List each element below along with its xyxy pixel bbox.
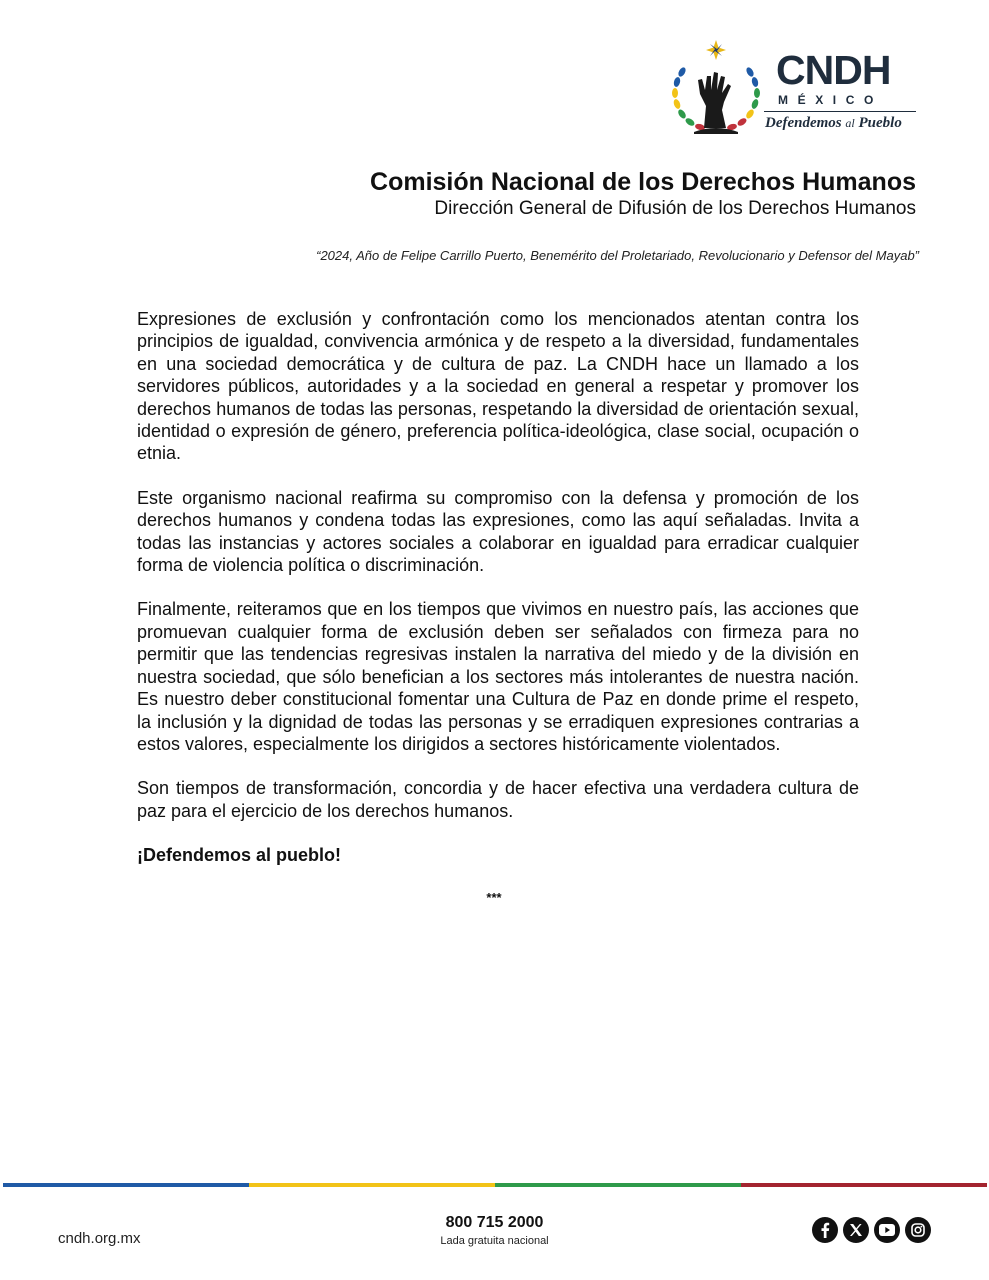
body-paragraph: Este organismo nacional reafirma su compromiso con la defensa y promoción de los derechos humanos y condena todas las expresiones, como las aquí señaladas. Invita a todas las instancias y actores sociales a colaborar en igualdad para erradicar cualquier forma de violencia política o discriminación. <box>137 487 859 576</box>
institution-title: Comisión Nacional de los Derechos Humanos <box>370 168 916 196</box>
end-separator: *** <box>486 889 502 905</box>
website-link[interactable]: cndh.org.mx <box>58 1230 141 1247</box>
youtube-icon[interactable] <box>874 1217 900 1243</box>
footer-bar-segment <box>495 1183 741 1187</box>
body-paragraph: Finalmente, reiteramos que en los tiempos que vivimos en nuestro país, las acciones que promuevan cualquier forma de exclusión deben ser señalados con firmeza para no permitir que las tendencias regresivas instalen la narrativa del miedo y de la división en nuestra sociedad, que sólo benefician a los sectores más intolerantes de nuestra nación. Es nuestro deber constitucional fomentar una Cultura de Paz en donde prime el respeto, la inclusión y la dignidad de todas las personas y se erradiquen expresiones contrarias a estos valores, especialmente los dirigidos a sectores históricamente violentados. <box>137 599 859 754</box>
body-paragraph: Son tiempos de transformación, concordia y de hacer efectiva una verdadera cultura de paz para el ejercicio de los derechos humanos. <box>137 778 859 821</box>
logo-divider <box>764 111 916 112</box>
department-subtitle: Dirección General de Difusión de los Derechos Humanos <box>434 198 916 219</box>
instagram-icon[interactable] <box>905 1217 931 1243</box>
footer-bar-segment <box>741 1183 987 1187</box>
logo-motto-part: al <box>845 116 855 130</box>
logo-motto-part: Pueblo <box>854 115 902 131</box>
closing-slogan: ¡Defendemos al pueblo! <box>137 845 342 866</box>
footer-color-bar <box>3 1183 987 1187</box>
footer-bar-segment <box>3 1183 249 1187</box>
year-motto: “2024, Año de Felipe Carrillo Puerto, Benemérito del Proletariado, Revolucionario y Defensor del Mayab” <box>316 248 919 263</box>
facebook-icon[interactable] <box>812 1217 838 1243</box>
cndh-emblem-icon <box>664 36 764 136</box>
press-release-body <box>137 308 859 909</box>
logo-country: MÉXICO <box>778 93 883 107</box>
x-icon[interactable] <box>843 1217 869 1243</box>
footer-bar-segment <box>249 1183 495 1187</box>
body-paragraph: Expresiones de exclusión y confrontación como los mencionados atentan contra los principios de igualdad, convivencia armónica y de respeto a la diversidad, fundamentales en una sociedad democrática y de cultura de paz. La CNDH hace un llamado a los servidores públicos, autoridades y a la sociedad en general a respetar y promover los derechos humanos de todas las personas, respetando la diversidad de orientación sexual, identidad o expresión de género, preferencia política-ideológica, clase social, ocupación o etnia. <box>137 309 859 464</box>
phone-number[interactable]: 800 715 2000 <box>445 1214 544 1231</box>
cndh-logo <box>664 36 920 136</box>
social-links <box>812 1217 931 1243</box>
logo-wordmark <box>764 36 920 136</box>
logo-motto-part: Defendemos <box>765 115 846 131</box>
phone-caption: Lada gratuita nacional <box>440 1235 549 1247</box>
logo-acronym: CNDH <box>776 47 891 93</box>
logo-motto <box>765 116 902 131</box>
